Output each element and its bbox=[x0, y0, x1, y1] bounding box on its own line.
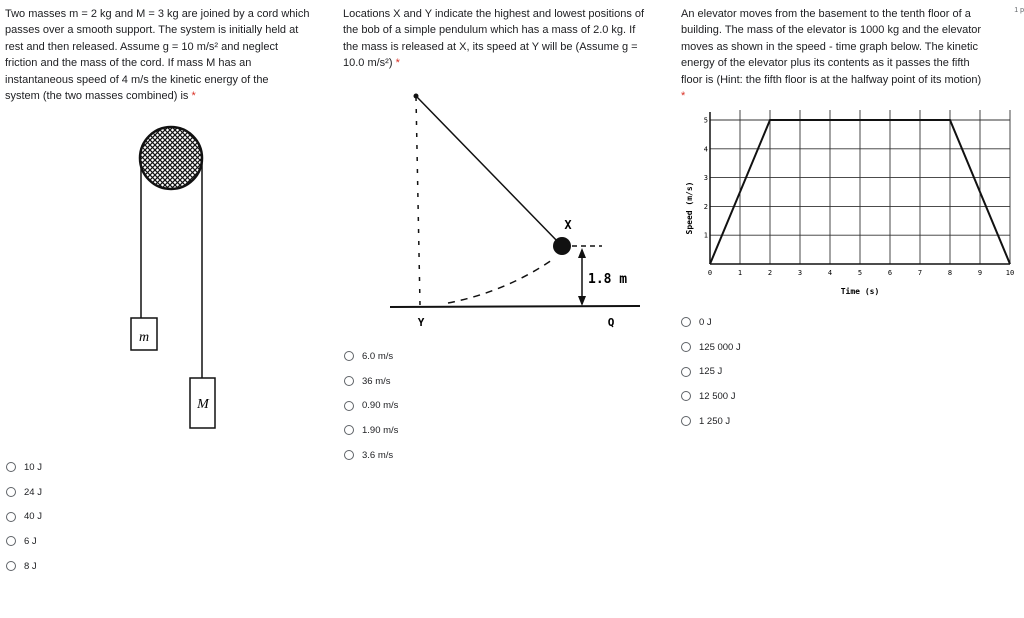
option-label: 6 J bbox=[24, 535, 37, 547]
option-125000-j[interactable] bbox=[681, 335, 741, 360]
radio-button[interactable] bbox=[681, 317, 691, 327]
option-3-6-ms[interactable] bbox=[344, 443, 398, 468]
x-tick-label: 4 bbox=[827, 269, 833, 277]
y-tick-label: 1 bbox=[703, 231, 708, 240]
y-tick-label: 4 bbox=[703, 145, 708, 154]
question-1-line: instantaneous speed of 4 m/s the kinetic energy of the bbox=[5, 73, 269, 86]
radio-button[interactable] bbox=[344, 401, 354, 411]
label-x: X bbox=[564, 218, 572, 232]
option-label: 40 J bbox=[24, 511, 42, 523]
question-2-line: Locations X and Y indicate the highest and lowest positions of bbox=[343, 8, 645, 20]
x-tick-label: 2 bbox=[767, 269, 773, 277]
y-tick-labels bbox=[704, 117, 708, 240]
option-8-j[interactable] bbox=[6, 554, 42, 579]
option-label: 0.90 m/s bbox=[362, 400, 399, 412]
option-label: 8 J bbox=[24, 560, 37, 572]
question-3-options bbox=[681, 310, 741, 433]
radio-button[interactable] bbox=[681, 342, 691, 352]
y-axis-label: Speed (m/s) bbox=[685, 181, 694, 235]
question-3-text bbox=[681, 6, 1016, 104]
option-label: 6.0 m/s bbox=[362, 350, 394, 362]
option-1250-j[interactable] bbox=[681, 409, 741, 434]
x-tick-label: 8 bbox=[947, 269, 953, 277]
option-label: 1 250 J bbox=[699, 415, 731, 427]
x-tick-label: 7 bbox=[917, 269, 923, 277]
pendulum-figure bbox=[340, 80, 680, 340]
radio-button[interactable] bbox=[6, 536, 16, 546]
small-mass-label: m bbox=[138, 330, 150, 345]
ground-line bbox=[390, 306, 640, 307]
question-1-line: Two masses m = 2 kg and M = 3 kg are joined by a cord which bbox=[5, 8, 310, 20]
label-q: Q bbox=[607, 316, 615, 329]
option-label: 24 J bbox=[24, 486, 42, 498]
question-3-line bbox=[681, 88, 1016, 104]
arrow-head-down bbox=[578, 296, 586, 306]
question-1-line: passes over a smooth support. The system is initially held at bbox=[5, 24, 299, 37]
pendulum-bob bbox=[553, 237, 571, 255]
radio-button[interactable] bbox=[681, 367, 691, 377]
question-3-line: An elevator moves from the basement to the tenth floor of a bbox=[681, 8, 971, 20]
x-tick-label: 1 bbox=[737, 269, 743, 277]
option-6-j[interactable] bbox=[6, 529, 42, 554]
required-asterisk: * bbox=[681, 90, 686, 103]
y-tick-label: 5 bbox=[703, 116, 708, 125]
radio-button[interactable] bbox=[6, 487, 16, 497]
x-tick-label: 6 bbox=[887, 269, 893, 277]
option-label: 12 500 J bbox=[699, 390, 736, 402]
radio-button[interactable] bbox=[344, 351, 354, 361]
required-asterisk: * bbox=[191, 90, 196, 103]
question-3-line: moves as shown in the speed - time graph below. The kinetic bbox=[681, 40, 978, 53]
x-axis-label: Time (s) bbox=[840, 287, 880, 296]
speed-time-chart bbox=[680, 108, 1015, 298]
option-label: 10 J bbox=[24, 461, 42, 473]
x-tick-labels bbox=[708, 269, 1014, 277]
pendulum-string bbox=[416, 96, 560, 244]
option-label: 36 m/s bbox=[362, 375, 391, 387]
radio-button[interactable] bbox=[681, 416, 691, 426]
option-0-90-ms[interactable] bbox=[344, 393, 398, 418]
option-label: 3.6 m/s bbox=[362, 449, 394, 461]
option-label: 125 000 J bbox=[699, 341, 741, 353]
option-24-j[interactable] bbox=[6, 480, 42, 505]
option-1-90-ms[interactable] bbox=[344, 418, 398, 443]
radio-button[interactable] bbox=[344, 376, 354, 386]
option-125-j[interactable] bbox=[681, 359, 741, 384]
x-tick-label: 9 bbox=[977, 269, 983, 277]
pulley-wheel bbox=[140, 127, 202, 189]
swing-arc bbox=[448, 260, 552, 303]
option-36-ms[interactable] bbox=[344, 369, 398, 394]
grid-vertical bbox=[740, 110, 1010, 264]
y-tick-label: 3 bbox=[703, 174, 708, 183]
question-1-line: friction and the mass of the cord. If mass M has an bbox=[5, 57, 252, 70]
question-1-line-last: system (the two masses combined) is bbox=[5, 90, 189, 103]
radio-button[interactable] bbox=[6, 512, 16, 522]
radio-button[interactable] bbox=[681, 391, 691, 401]
vertical-rest-line bbox=[416, 97, 420, 305]
question-2-line: the bob of a simple pendulum which has a mass of 2.0 kg. If bbox=[343, 24, 636, 37]
option-10-j[interactable] bbox=[6, 455, 42, 480]
points-label: 1 p bbox=[1014, 7, 1024, 14]
arrow-head-up bbox=[578, 248, 586, 258]
question-2-options bbox=[344, 344, 398, 467]
option-label: 1.90 m/s bbox=[362, 424, 399, 436]
option-0-j[interactable] bbox=[681, 310, 741, 335]
x-tick-label: 3 bbox=[797, 269, 803, 277]
question-1-line: rest and then released. Assume g = 10 m/s² and neglect bbox=[5, 40, 279, 53]
option-label: 125 J bbox=[699, 366, 723, 378]
x-tick-label: 10 bbox=[1005, 269, 1015, 277]
option-12500-j[interactable] bbox=[681, 384, 741, 409]
radio-button[interactable] bbox=[344, 450, 354, 460]
question-2-line-last: 10.0 m/s²) bbox=[343, 57, 393, 70]
required-asterisk: * bbox=[395, 57, 400, 70]
x-tick-label: 5 bbox=[857, 269, 863, 277]
question-2-line bbox=[343, 55, 678, 71]
radio-button[interactable] bbox=[6, 561, 16, 571]
pivot-point bbox=[414, 94, 419, 99]
question-1-options bbox=[6, 455, 42, 578]
y-tick-label: 2 bbox=[703, 202, 708, 211]
option-label: 0 J bbox=[699, 316, 712, 328]
question-3-line: energy of the elevator plus its contents as it passes the fifth bbox=[681, 57, 970, 70]
pulley-figure bbox=[0, 0, 260, 412]
option-6-0-ms[interactable] bbox=[344, 344, 398, 369]
label-height: 1.8 m bbox=[588, 272, 628, 287]
x-tick-label: 0 bbox=[707, 269, 713, 277]
large-mass-label: M bbox=[197, 397, 209, 412]
question-3-line: floor is (Hint: the fifth floor is at the halfway point of its motion) bbox=[681, 73, 982, 86]
option-40-j[interactable] bbox=[6, 504, 42, 529]
label-y: Y bbox=[417, 316, 425, 329]
radio-button[interactable] bbox=[344, 425, 354, 435]
question-2-text bbox=[343, 6, 678, 72]
question-3-line: building. The mass of the elevator is 1000 kg and the elevator bbox=[681, 24, 982, 37]
radio-button[interactable] bbox=[6, 462, 16, 472]
question-2-line: the mass is released at X, its speed at Y will be (Assume g = bbox=[343, 40, 638, 53]
